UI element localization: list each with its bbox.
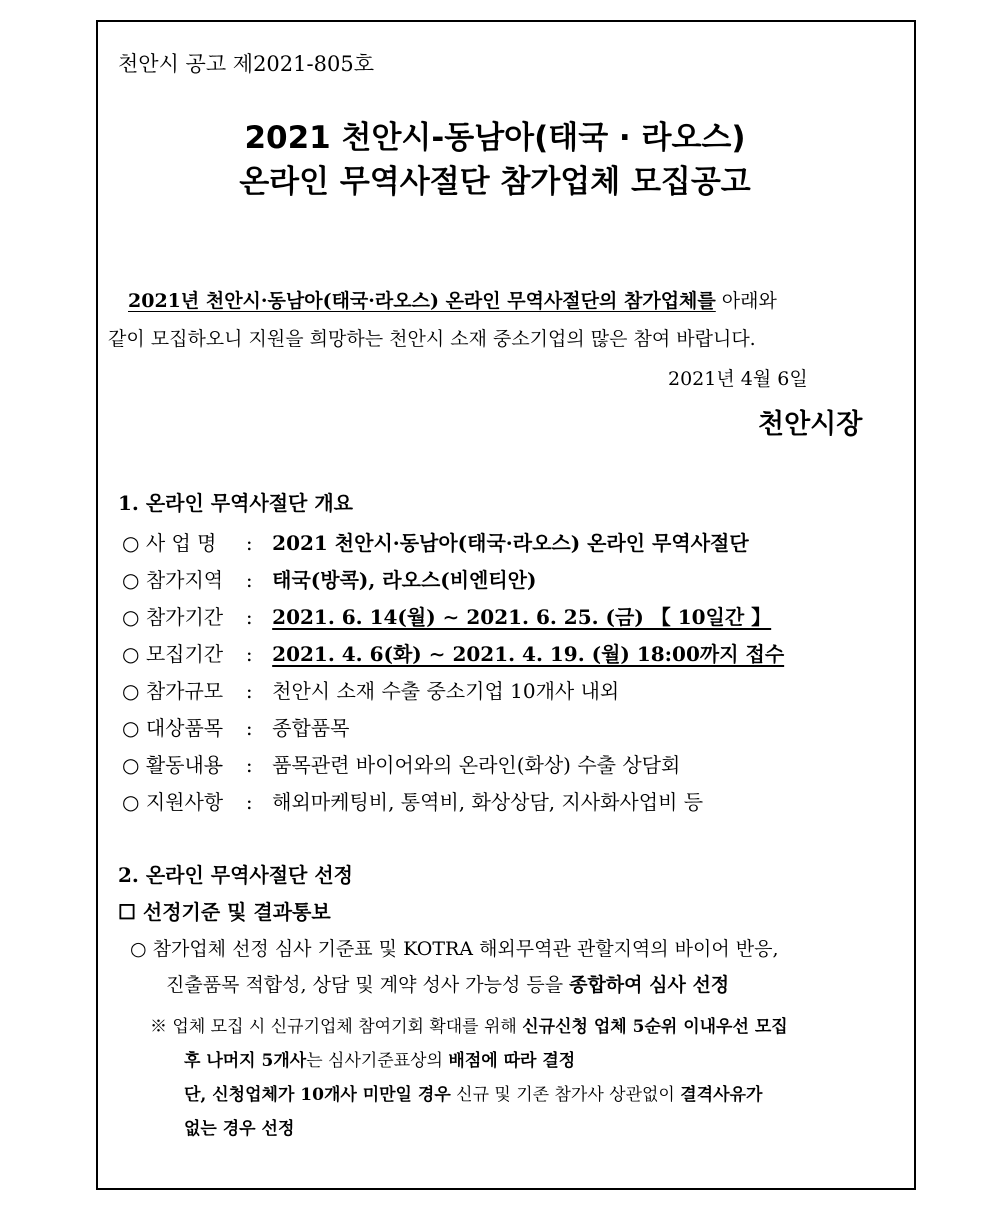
- note-bold: 없는 경우 선정: [184, 1119, 295, 1139]
- row-label: 대상품목: [145, 716, 224, 740]
- bullet: ○: [122, 790, 140, 814]
- note-line-4: [184, 1114, 294, 1139]
- bullet: ○: [122, 716, 140, 740]
- bullet: ○: [122, 679, 140, 703]
- note-bold: 결격사유가: [680, 1085, 763, 1105]
- criteria-paragraph-2: [166, 970, 729, 997]
- note-plain: 신규 및 기존 참가사 상관없이: [450, 1085, 681, 1105]
- overview-row: ○ 모집기간 : 2021. 4. 6(화) ∼ 2021. 4. 19. (월) 18:00까지 접수: [122, 638, 784, 667]
- overview-row: ○ 참가지역 : 태국(방콕), 라오스(비엔티안): [122, 564, 536, 593]
- row-value: 2021. 6. 14(월) ∼ 2021. 6. 25. (금) 【 10일간 】: [272, 605, 772, 629]
- intro-rest: 아래와: [715, 290, 777, 312]
- bullet: ○: [122, 642, 140, 666]
- bullet: ○: [122, 605, 140, 629]
- row-value: 해외마케팅비, 통역비, 화상상담, 지사화사업비 등: [272, 790, 704, 814]
- note-bold: 신규신청 업체 5순위 이내우선 모집: [522, 1017, 788, 1037]
- note-line-1: [150, 1012, 788, 1037]
- selection-criteria-heading: ☐ 선정기준 및 결과통보: [118, 900, 331, 924]
- row-value: 태국(방콕), 라오스(비엔티안): [272, 568, 537, 592]
- row-label: 참가지역: [145, 568, 224, 592]
- notice-date: 2021년 4월 6일: [668, 368, 808, 390]
- title-line-2: 온라인 무역사절단 참가업체 모집공고: [239, 164, 751, 200]
- row-value: 2021 천안시·동남아(태국·라오스) 온라인 무역사절단: [272, 531, 749, 555]
- row-value: 2021. 4. 6(화) ∼ 2021. 4. 19. (월) 18:00까지 접수: [272, 642, 785, 666]
- overview-row: ○ 대상품목 : 종합품목: [122, 712, 349, 741]
- row-label: 사 업 명: [145, 531, 217, 555]
- note-bold: 배점에 따라 결정: [448, 1051, 576, 1071]
- note-plain: ※ 업체 모집 시 신규기업체 참여기회 확대를 위해: [150, 1017, 523, 1037]
- note-line-2: [184, 1046, 575, 1071]
- overview-row: ○ 사 업 명 : 2021 천안시·동남아(태국·라오스) 온라인 무역사절단: [122, 527, 749, 556]
- intro-underlined: 2021년 천안시·동남아(태국·라오스) 온라인 무역사절단의 참가업체를: [128, 290, 716, 312]
- intro-line-2: 같이 모집하오니 지원을 희망하는 천안시 소재 중소기업의 많은 참여 바랍니다.: [108, 328, 756, 350]
- overview-row: ○ 지원사항 : 해외마케팅비, 통역비, 화상상담, 지사화사업비 등: [122, 786, 703, 815]
- row-label: 참가규모: [145, 679, 224, 703]
- overview-row: ○ 참가규모 : 천안시 소재 수출 중소기업 10개사 내외: [122, 675, 619, 704]
- title-line-1: 2021 천안시-동남아(태국 · 라오스): [244, 120, 746, 156]
- note-line-3: [184, 1080, 762, 1105]
- row-value: 천안시 소재 수출 중소기업 10개사 내외: [272, 679, 620, 703]
- criteria-plain: 진출품목 적합성, 상담 및 계약 성사 가능성 등을: [166, 974, 570, 996]
- section1-heading: 1. 온라인 무역사절단 개요: [118, 491, 353, 515]
- overview-row: ○ 활동내용 : 품목관련 바이어와의 온라인(화상) 수출 상담회: [122, 749, 680, 778]
- intro-line-1: [128, 286, 777, 313]
- note-bold: 후 나머지 5개사: [184, 1051, 307, 1071]
- row-value: 품목관련 바이어와의 온라인(화상) 수출 상담회: [272, 753, 681, 777]
- note-plain: 는 심사기준표상의: [306, 1051, 449, 1071]
- section2-heading: 2. 온라인 무역사절단 선정: [118, 863, 353, 887]
- note-bold: 단, 신청업체가 10개사 미만일 경우: [184, 1085, 451, 1105]
- row-label: 모집기간: [145, 642, 224, 666]
- bullet: ○: [122, 753, 140, 777]
- overview-row: ○ 참가기간 : 2021. 6. 14(월) ∼ 2021. 6. 25. (금) 【 10일간 】: [122, 601, 771, 630]
- signer: 천안시장: [758, 409, 863, 440]
- row-label: 지원사항: [145, 790, 224, 814]
- row-label: 활동내용: [145, 753, 224, 777]
- notice-number: 천안시 공고 제2021-805호: [118, 52, 374, 76]
- row-label: 참가기간: [145, 605, 224, 629]
- row-value: 종합품목: [272, 716, 350, 740]
- bullet: ○: [122, 568, 140, 592]
- bullet: ○: [122, 531, 140, 555]
- criteria-bold: 종합하여 심사 선정: [569, 974, 730, 996]
- criteria-paragraph-1: ○ 참가업체 선정 심사 기준표 및 KOTRA 해외무역관 관할지역의 바이어 반응,: [130, 938, 779, 960]
